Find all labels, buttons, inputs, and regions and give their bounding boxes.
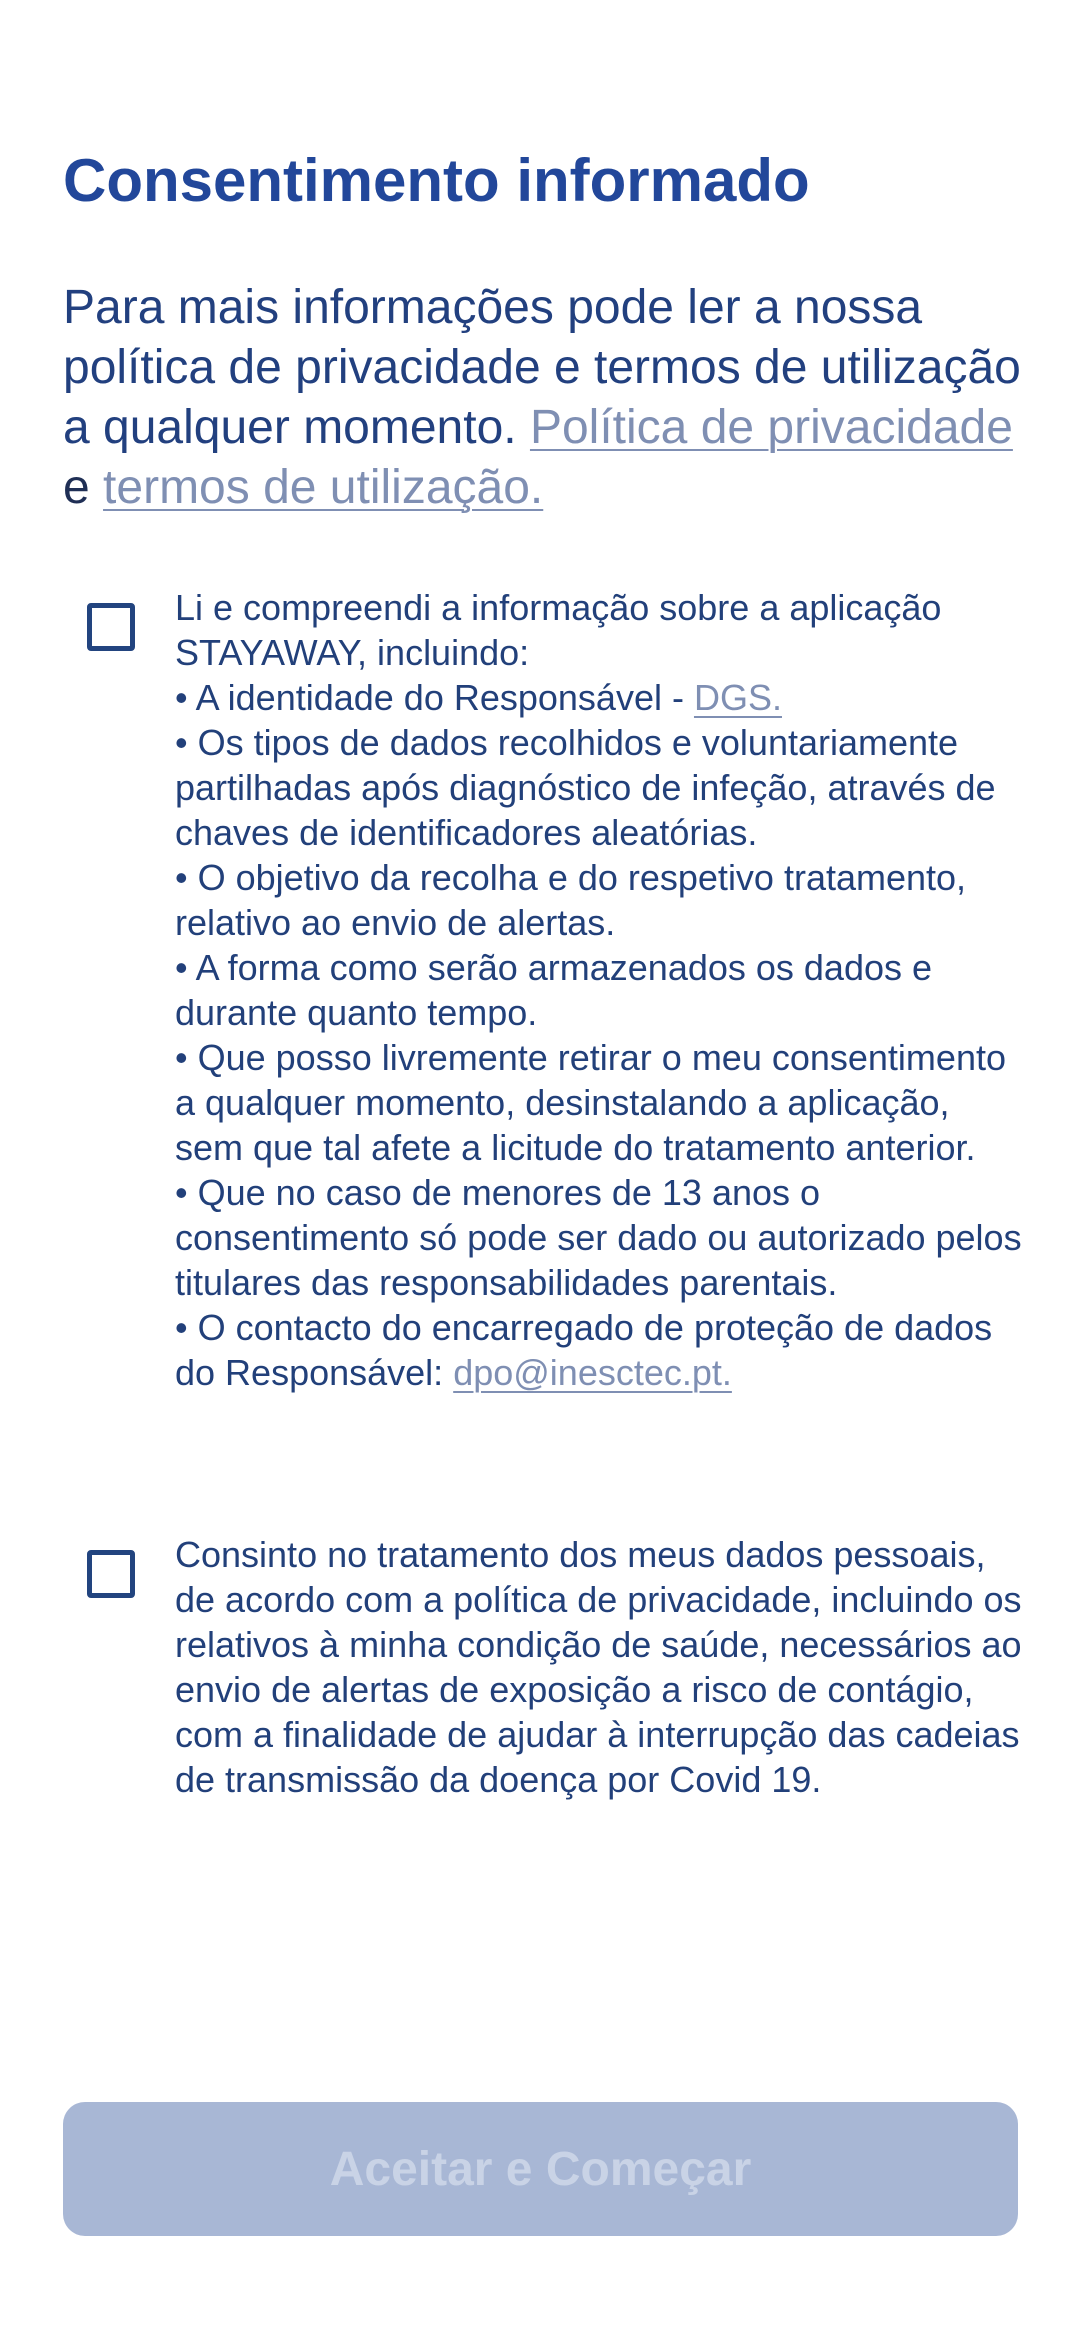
bullet-contact-text: • O contacto do encarregado de proteção de dados do Responsável: bbox=[175, 1307, 993, 1393]
bullet-minors: • Que no caso de menores de 13 anos o consentimento só pode ser dado ou autorizado pelos titulares das responsabilidades parentais. bbox=[175, 1172, 1022, 1303]
intro-paragraph bbox=[63, 278, 1023, 518]
dgs-link[interactable]: DGS. bbox=[693, 677, 782, 718]
intro-conjunction: e bbox=[63, 461, 90, 514]
bullet-contact bbox=[175, 1305, 1025, 1395]
accept-and-start-button[interactable]: Aceitar e Começar bbox=[63, 2102, 1018, 2236]
dpo-email-link[interactable]: dpo@inesctec.pt. bbox=[453, 1352, 732, 1393]
bullet-identity bbox=[175, 675, 1025, 720]
bullet-identity-text: • A identidade do Responsável - bbox=[175, 677, 694, 718]
bullet-objective: • O objetivo da recolha e do respetivo tratamento, relativo ao envio de alertas. bbox=[175, 857, 967, 943]
bullet-data-types: • Os tipos de dados recolhidos e voluntariamente partilhadas após diagnóstico de infeção, através de chaves de identificadores aleatórias. bbox=[175, 722, 996, 853]
bullet-withdraw: • Que posso livremente retirar o meu consentimento a qualquer momento, desinstalando a aplicação, sem que tal afete a licitude do tratamento anterior. bbox=[175, 1037, 1006, 1168]
privacy-policy-link[interactable]: Política de privacidade bbox=[529, 401, 1013, 454]
bullet-storage: • A forma como serão armazenados os dados e durante quanto tempo. bbox=[175, 947, 933, 1033]
terms-of-use-link[interactable]: termos de utilização. bbox=[103, 461, 544, 514]
consent-information-text bbox=[175, 585, 1025, 1395]
consent-information-intro: Li e compreendi a informação sobre a aplicação STAYAWAY, incluindo: bbox=[175, 587, 942, 673]
intro-text: Para mais informações pode ler a nossa política de privacidade e termos de utilização a qualquer momento. bbox=[63, 281, 1021, 454]
consent-data-processing-checkbox[interactable] bbox=[87, 1550, 135, 1598]
consent-information-checkbox[interactable] bbox=[87, 603, 135, 651]
page-title: Consentimento informado bbox=[63, 147, 810, 214]
consent-data-processing-text: Consinto no tratamento dos meus dados pessoais, de acordo com a política de privacidade, incluindo os relativos à minha condição de saúde, necessários ao envio de alertas de exposição a risco de contágio, com a finalidade de ajudar à interrupção das cadeias de transmissão da doença por Covid 19. bbox=[175, 1534, 1022, 1800]
